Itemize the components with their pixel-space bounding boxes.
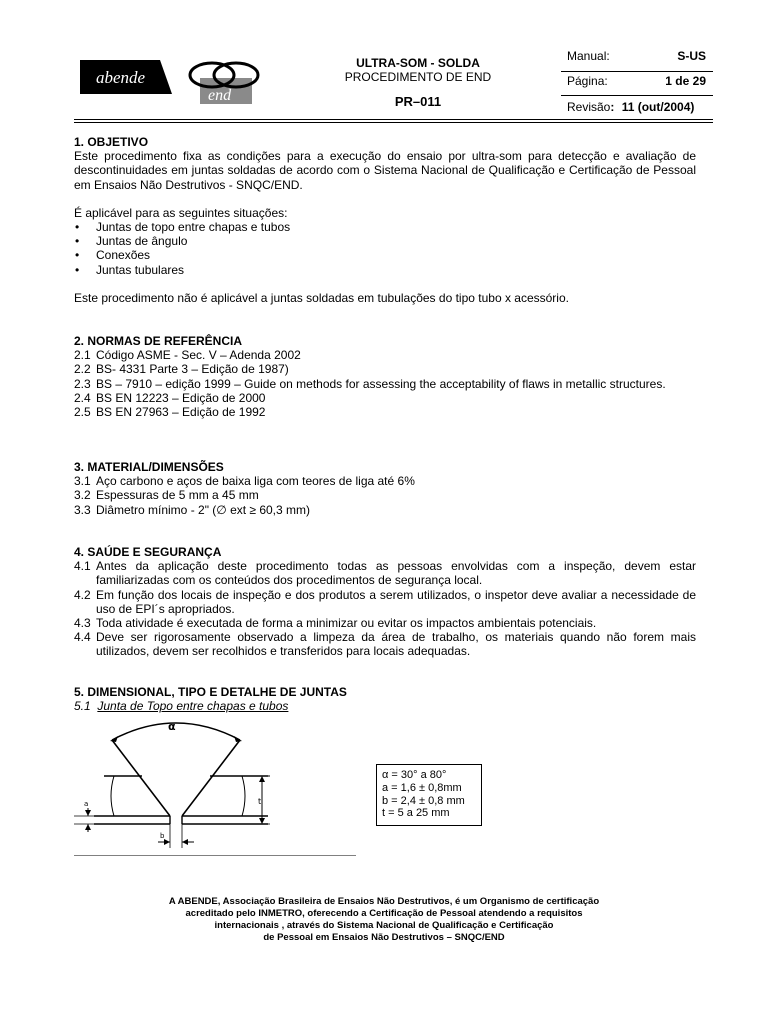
revision-label: Revisão: [567, 100, 611, 114]
header-divider: [561, 95, 713, 96]
list-item: 2.3 BS – 7910 – edição 1999 – Guide on methods for assessing the acceptability of flaws in metallic structures.: [74, 376, 666, 391]
list-item: 2.1 Código ASME - Sec. V – Adenda 2002: [74, 348, 301, 363]
list-item: 4.1 Antes da aplicação deste procedimento todas as pessoas envolvidas com a inspeção, devem estar familiarizadas com os conteúdos dos procedimentos de segurança local.: [74, 559, 696, 588]
page-label: Página:: [567, 74, 608, 88]
manual-value: S-US: [677, 49, 706, 63]
alpha-arc: [112, 723, 240, 740]
list-item: 3.2 Espessuras de 5 mm a 45 mm: [74, 488, 259, 503]
list-item: 2.5 BS EN 27963 – Edição de 1992: [74, 405, 266, 420]
joint-spec-box: [376, 764, 482, 826]
alpha-label: α: [168, 720, 176, 733]
spec-line: α = 30° a 80°: [382, 769, 447, 781]
subsection-title: 5.1 Junta de Topo entre chapas e tubos: [74, 699, 289, 714]
list-item: 4.2 Em função dos locais de inspeção e dos produtos a serem utilizados, o inspetor deve avaliar a necessidade de uso de EPI´s apropriados.: [74, 587, 696, 616]
section-heading: 4. SAÚDE E SEGURANÇA: [74, 545, 222, 559]
section-objetivo: [74, 135, 696, 305]
doc-subtitle: PROCEDIMENTO DE END: [344, 70, 492, 84]
section-dimensional: [74, 685, 696, 713]
spec-line: a = 1,6 ± 0,8mm: [382, 781, 462, 794]
spec-line: t = 5 a 25 mm: [382, 807, 450, 820]
spec-line: b = 2,4 ± 0,8 mm: [382, 794, 465, 807]
doc-code: PR–011: [394, 94, 442, 109]
list-item: 4.3 Toda atividade é executada de forma a minimizar ou evitar os impactos ambientais potenciais.: [74, 616, 597, 631]
section-heading: 5. DIMENSIONAL, TIPO E DETALHE DE JUNTAS: [74, 685, 347, 699]
end-logo-text: end: [208, 87, 232, 104]
t-label: t: [258, 797, 262, 806]
header-rule: [74, 119, 713, 120]
section-saude: [74, 545, 696, 659]
paragraph: Este procedimento fixa as condições para a execução do ensaio por ultra-som para detecção e avaliação de descontinuidades em juntas soldadas de acordo com o Sistema Nacional de Qualificação e Certificação de Pessoal em Ensaios Não Destrutivos - SNQC/END.: [74, 149, 696, 192]
revision-value: 11 (out/2004): [621, 100, 695, 114]
list-item: 3.1 Aço carbono e aços de baixa liga com teores de liga até 6%: [74, 474, 415, 489]
section-heading: 2. NORMAS DE REFERÊNCIA: [74, 334, 243, 348]
section-heading: 3. MATERIAL/DIMENSÕES: [74, 460, 224, 474]
header-divider: [561, 71, 713, 72]
list-item: 4.4 Deve ser rigorosamente observado a limpeza da área de trabalho, os materiais quando não forem mais utilizados, devem ser recolhidos e transferidos para locais adequadas.: [74, 630, 696, 659]
b-label: b: [160, 832, 165, 840]
footer-note: [100, 896, 668, 944]
section-heading: 1. OBJETIVO: [74, 135, 149, 149]
section-normas: [74, 334, 696, 419]
doc-title: ULTRA-SOM - SOLDA: [356, 56, 480, 70]
section-material: [74, 460, 696, 517]
paragraph: Este procedimento não é aplicável a juntas soldadas em tubulações do tipo tubo x acessório.: [74, 290, 569, 305]
list-item: • Conexões: [75, 248, 151, 263]
list-item: • Juntas de topo entre chapas e tubos: [75, 220, 291, 235]
list-item: 2.2 BS- 4331 Parte 3 – Edição de 1987): [74, 362, 289, 377]
manual-label: Manual:: [567, 49, 610, 63]
list-item: 3.3 Diâmetro mínimo - 2" (∅ ext ≥ 60,3 mm): [74, 502, 311, 517]
page-value: 1 de 29: [665, 74, 706, 88]
list-item: 2.4 BS EN 12223 – Edição de 2000: [74, 390, 266, 405]
end-logo: [186, 58, 268, 104]
list-item: • Juntas tubulares: [75, 262, 185, 277]
revision-row: Revisão: 11 (out/2004): [567, 100, 695, 114]
list-item: • Juntas de ângulo: [75, 234, 188, 249]
footer-line: A ABENDE, Associação Brasileira de Ensaios Não Destrutivos, é um Organismo de certificação: [168, 896, 600, 907]
a-label: a: [84, 800, 89, 808]
footer-line: de Pessoal em Ensaios Não Destrutivos – SNQC/END: [263, 932, 505, 943]
footer-line: internacionais , através do Sistema Nacional de Qualificação e Certificação: [214, 920, 554, 931]
abende-logo-text: abende: [96, 68, 146, 87]
footer-line: acreditado pelo INMETRO, oferecendo a Certificação de Pessoal atendendo a requisitos: [185, 908, 583, 919]
abende-logo: [80, 60, 172, 94]
joint-diagram: [74, 712, 356, 856]
header-rule: [74, 122, 713, 123]
paragraph: É aplicável para as seguintes situações:: [74, 205, 288, 220]
